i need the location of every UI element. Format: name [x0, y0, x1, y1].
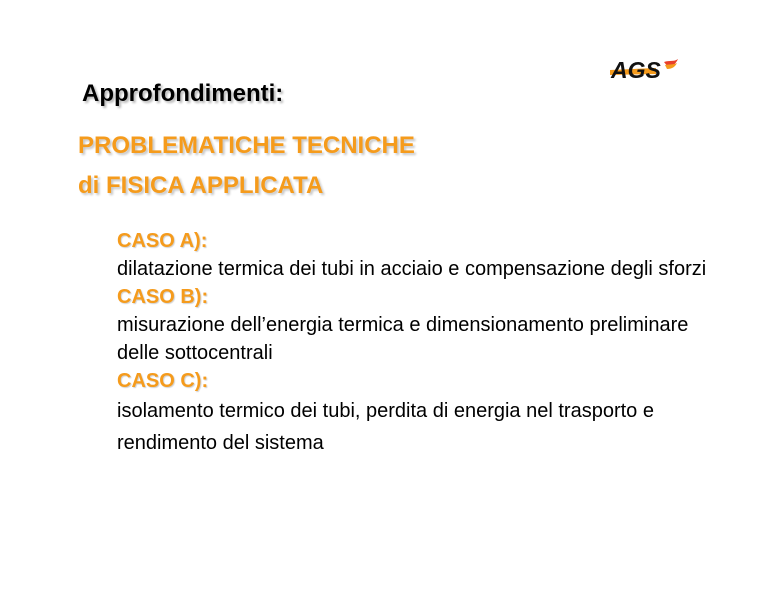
- case-a-label: CASO A):: [117, 230, 208, 252]
- case-b-text: misurazione dell’energia termica e dimensionamento preliminare delle sottocentrali: [117, 314, 689, 364]
- case-c-text: isolamento termico dei tubi, perdita di energia nel trasporto e rendimento del sistema: [117, 400, 654, 454]
- headline-line-2: di FISICA APPLICATA: [78, 172, 324, 199]
- case-a-text: dilatazione termica dei tubi in acciaio e compensazione degli sforzi: [117, 258, 707, 280]
- headline: [78, 126, 415, 206]
- case-list: [117, 227, 717, 459]
- ags-logo-mark: [608, 56, 680, 82]
- section-title: Approfondimenti:: [82, 80, 284, 107]
- headline-line-1: PROBLEMATICHE TECNICHE: [78, 132, 415, 159]
- case-b-label: CASO B):: [117, 286, 209, 308]
- ags-logo: [608, 56, 680, 82]
- case-c-label: CASO C):: [117, 370, 209, 392]
- logo-text: AGS: [611, 57, 661, 82]
